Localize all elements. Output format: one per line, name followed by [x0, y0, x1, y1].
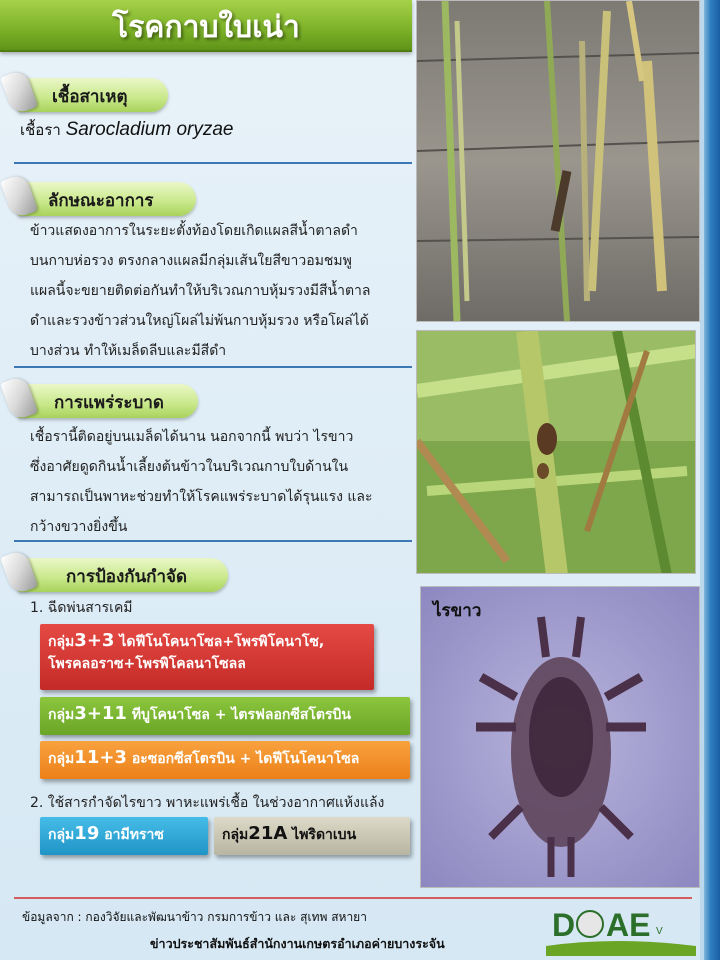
text-line: ซึ่งอาศัยดูดกินน้ำเลี้ยงต้นข้าวในบริเวณกาบใบด้านใน	[30, 459, 349, 475]
group-chemicals: อามีทราซ	[104, 827, 164, 843]
group-prefix: กลุ่ม	[222, 827, 249, 843]
svg-text:V: V	[656, 926, 663, 937]
section-header-symptoms	[0, 182, 200, 218]
chemical-group-box	[40, 624, 374, 690]
text-line: แผลนี้จะขยายติดต่อกันทำให้บริเวณกาบหุ้มรวงมีสีน้ำตาล	[30, 283, 371, 299]
group-chemicals: อะซอกซีสโตรบิน + ไดฟีโนโคนาโซล	[131, 751, 360, 767]
control-step-1: 1. ฉีดพ่นสารเคมี	[30, 600, 133, 616]
group-chemicals: ทีบูโคนาโซล + ไตรฟลอกซีสโตรบิน	[131, 707, 352, 723]
mite-photo-label: ไรขาว	[433, 601, 482, 621]
group-code: 19	[74, 823, 100, 844]
group-prefix: กลุ่ม	[48, 751, 75, 767]
footer-source: ข้อมูลจาก : กองวิจัยและพัฒนาข้าว กรมการข้าว และ สุเทพ สหายา	[22, 910, 367, 924]
section-header-spread	[0, 384, 200, 420]
pathogen-line	[20, 118, 234, 142]
section-heading: ลักษณะอาการ	[48, 191, 154, 211]
svg-text:AE: AE	[606, 907, 651, 943]
group-prefix: กลุ่ม	[48, 707, 75, 723]
chemical-group-box	[40, 697, 410, 735]
section-header-cause	[0, 78, 170, 114]
section-divider	[14, 540, 412, 542]
photo-sheath-lesion	[416, 330, 696, 574]
photo-diseased-panicles	[416, 0, 700, 322]
section-heading: เชื้อสาเหตุ	[52, 87, 128, 107]
text-line: เชื้อรานี้ติดอยู่บนเมล็ดได้นาน นอกจากนี้ พบว่า ไรขาว	[30, 429, 354, 445]
miticide-group-box	[214, 817, 410, 855]
doae-logo	[546, 900, 696, 956]
footer-divider	[14, 897, 692, 899]
group-prefix: กลุ่ม	[48, 827, 75, 843]
text-line: ดำและรวงข้าวส่วนใหญ่โผล่ไม่พ้นกาบหุ้มรวง หรือโผล่ได้	[30, 313, 369, 329]
text-line: สามารถเป็นพาหะช่วยทำให้โรคแพร่ระบาดได้รุนแรง และ	[30, 489, 373, 505]
control-step-2: 2. ใช้สารกำจัดไรขาว พาหะแพร่เชื้อ ในช่วงอากาศแห้งแล้ง	[30, 795, 385, 811]
text-line: ข้าวแสดงอาการในระยะตั้งท้องโดยเกิดแผลสีน้ำตาลดำ	[30, 223, 358, 239]
miticide-group-box	[40, 817, 208, 855]
pathogen-prefix: เชื้อรา	[20, 121, 61, 139]
symptoms-text	[30, 216, 410, 366]
chemical-group-box	[40, 741, 410, 779]
pathogen-scientific-name: Sarocladium oryzae	[65, 119, 234, 140]
page-title: โรคกาบใบเน่า	[112, 10, 300, 45]
group-chemicals-line2: โพรคลอราซ+โพรพิโคลนาโซลล	[48, 656, 246, 672]
section-divider	[14, 162, 412, 164]
group-code: 3+3	[74, 630, 115, 651]
group-code: 21A	[248, 823, 288, 844]
spread-text	[30, 422, 410, 542]
section-divider	[14, 366, 412, 368]
text-line: บางส่วน ทำให้เมล็ดลีบและมีสีดำ	[30, 343, 227, 359]
section-heading: การแพร่ระบาด	[54, 393, 164, 413]
section-heading: การป้องกันกำจัด	[66, 567, 188, 587]
group-chemicals: ไดฟีโนโคนาโซล+โพรพิโคนาโซ,	[119, 634, 325, 650]
title-banner	[0, 0, 412, 52]
section-header-control	[0, 558, 230, 594]
right-decor-stripe	[704, 0, 720, 960]
group-prefix: กลุ่ม	[48, 634, 75, 650]
text-line: บนกาบห่อรวง ตรงกลางแผลมีกลุ่มเส้นใยสีขาวอมชมพู	[30, 253, 352, 269]
photo-white-mite	[420, 586, 700, 888]
group-chemicals: ไพริดาเบน	[292, 827, 357, 843]
text-line: กว้างขวางยิ่งขึ้น	[30, 519, 128, 535]
svg-text:D: D	[552, 907, 576, 943]
group-code: 11+3	[74, 747, 127, 768]
footer-pr-agency: ข่าวประชาสัมพันธ์สำนักงานเกษตรอำเภอค่ายบางระจัน	[150, 936, 445, 951]
group-code: 3+11	[74, 703, 127, 724]
